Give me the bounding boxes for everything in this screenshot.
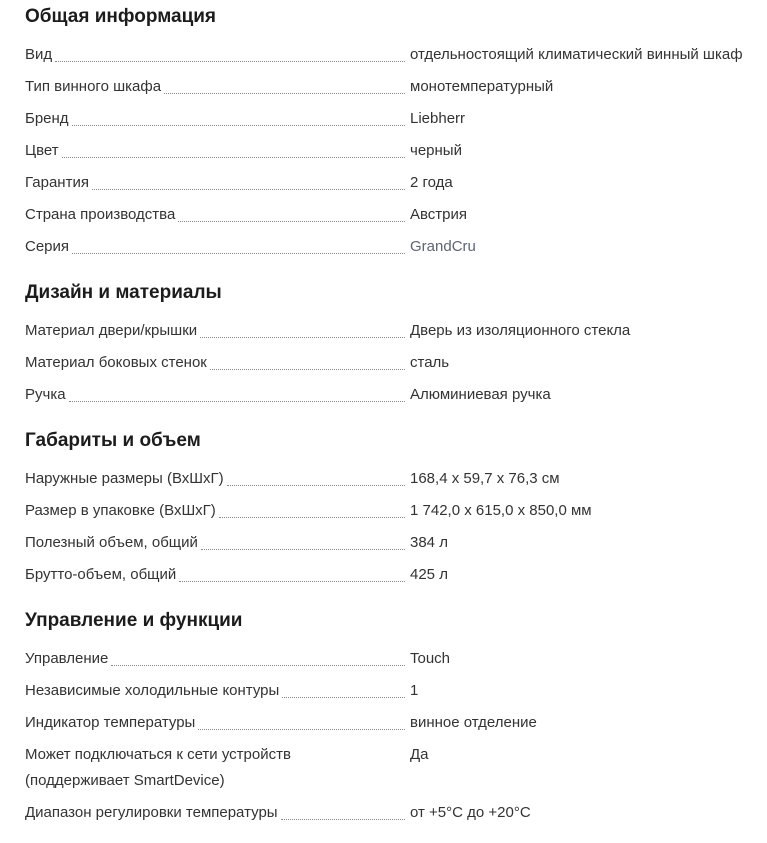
spec-value: Австрия <box>410 206 468 223</box>
dotted-leader <box>281 819 405 820</box>
spec-label: Наружные размеры (ВхШхГ) <box>25 470 224 487</box>
spec-row-warranty <box>25 170 759 196</box>
spec-row-smartdevice <box>25 742 759 794</box>
spec-label: Серия <box>25 238 70 255</box>
spec-row-vid <box>25 42 759 68</box>
spec-value: Liebherr <box>410 110 466 127</box>
dotted-leader <box>72 253 405 254</box>
spec-value: от +5°С до +20°С <box>410 804 531 821</box>
spec-row-cooling-circuits <box>25 678 759 704</box>
series-value-link[interactable]: GrandCru <box>410 238 476 255</box>
dotted-leader <box>111 665 405 666</box>
spec-row-door-material <box>25 318 759 344</box>
dotted-leader <box>219 517 405 518</box>
section-general-info <box>25 4 759 260</box>
spec-row-side-material <box>25 350 759 376</box>
spec-value: Да <box>410 746 429 763</box>
spec-value: винное отделение <box>410 714 537 731</box>
spec-label: Страна производства <box>25 206 176 223</box>
spec-label: Цвет <box>25 142 59 159</box>
spec-row-color <box>25 138 759 164</box>
dotted-leader <box>200 337 405 338</box>
spec-row-control <box>25 646 759 672</box>
spec-value: Touch <box>410 650 451 667</box>
spec-label: Материал боковых стенок <box>25 354 207 371</box>
spec-row-series <box>25 234 759 260</box>
spec-label: Размер в упаковке (ВхШхГ) <box>25 502 216 519</box>
dotted-leader <box>72 125 405 126</box>
spec-value: черный <box>410 142 462 159</box>
section-design-materials <box>25 280 759 408</box>
spec-value: 425 л <box>410 566 448 583</box>
dotted-leader <box>179 581 405 582</box>
spec-value: отдельностоящий климатический винный шкаф <box>410 46 743 63</box>
dotted-leader <box>164 93 405 94</box>
spec-row-gross-volume <box>25 562 759 588</box>
dotted-leader <box>92 189 405 190</box>
spec-label: Может подключаться к сети устройств (поддерживает SmartDevice) <box>25 746 291 789</box>
spec-label: Управление <box>25 650 109 667</box>
dotted-leader <box>227 485 405 486</box>
spec-label: Независимые холодильные контуры <box>25 682 280 699</box>
spec-row-handle <box>25 382 759 408</box>
section-title: Общая информация <box>25 6 217 27</box>
spec-value: 168,4 x 59,7 x 76,3 см <box>410 470 560 487</box>
spec-label: Тип винного шкафа <box>25 78 162 95</box>
spec-value: Алюминиевая ручка <box>410 386 551 403</box>
spec-row-outer-dimensions <box>25 466 759 492</box>
spec-value: 384 л <box>410 534 448 551</box>
spec-value: 2 года <box>410 174 453 191</box>
spec-row-cabinet-type <box>25 74 759 100</box>
spec-label: Полезный объем, общий <box>25 534 198 551</box>
spec-label: Ручка <box>25 386 66 403</box>
spec-row-temp-indicator <box>25 710 759 736</box>
spec-label: Вид <box>25 46 53 63</box>
dotted-leader <box>55 61 405 62</box>
section-dimensions-volume <box>25 428 759 588</box>
dotted-leader <box>201 549 405 550</box>
section-title: Габариты и объем <box>25 430 201 451</box>
dotted-leader <box>282 697 405 698</box>
dotted-leader <box>198 729 405 730</box>
section-title: Управление и функции <box>25 610 243 631</box>
section-control-functions <box>25 608 759 826</box>
spec-value: монотемпературный <box>410 78 554 95</box>
spec-row-usable-volume <box>25 530 759 556</box>
spec-value: 1 <box>410 682 419 699</box>
spec-label: Гарантия <box>25 174 89 191</box>
spec-label: Брутто-объем, общий <box>25 566 177 583</box>
spec-value: сталь <box>410 354 450 371</box>
dotted-leader <box>210 369 405 370</box>
dotted-leader <box>178 221 405 222</box>
spec-row-temp-range <box>25 800 759 826</box>
spec-row-country <box>25 202 759 228</box>
spec-row-package-size <box>25 498 759 524</box>
spec-value: 1 742,0 x 615,0 x 850,0 мм <box>410 502 592 519</box>
section-title: Дизайн и материалы <box>25 282 222 303</box>
spec-label: Индикатор температуры <box>25 714 196 731</box>
spec-row-brand <box>25 106 759 132</box>
dotted-leader <box>62 157 405 158</box>
dotted-leader <box>69 401 405 402</box>
spec-label: Диапазон регулировки температуры <box>25 804 278 821</box>
spec-value: Дверь из изоляционного стекла <box>410 322 631 339</box>
spec-label: Материал двери/крышки <box>25 322 198 339</box>
spec-label: Бренд <box>25 110 69 127</box>
